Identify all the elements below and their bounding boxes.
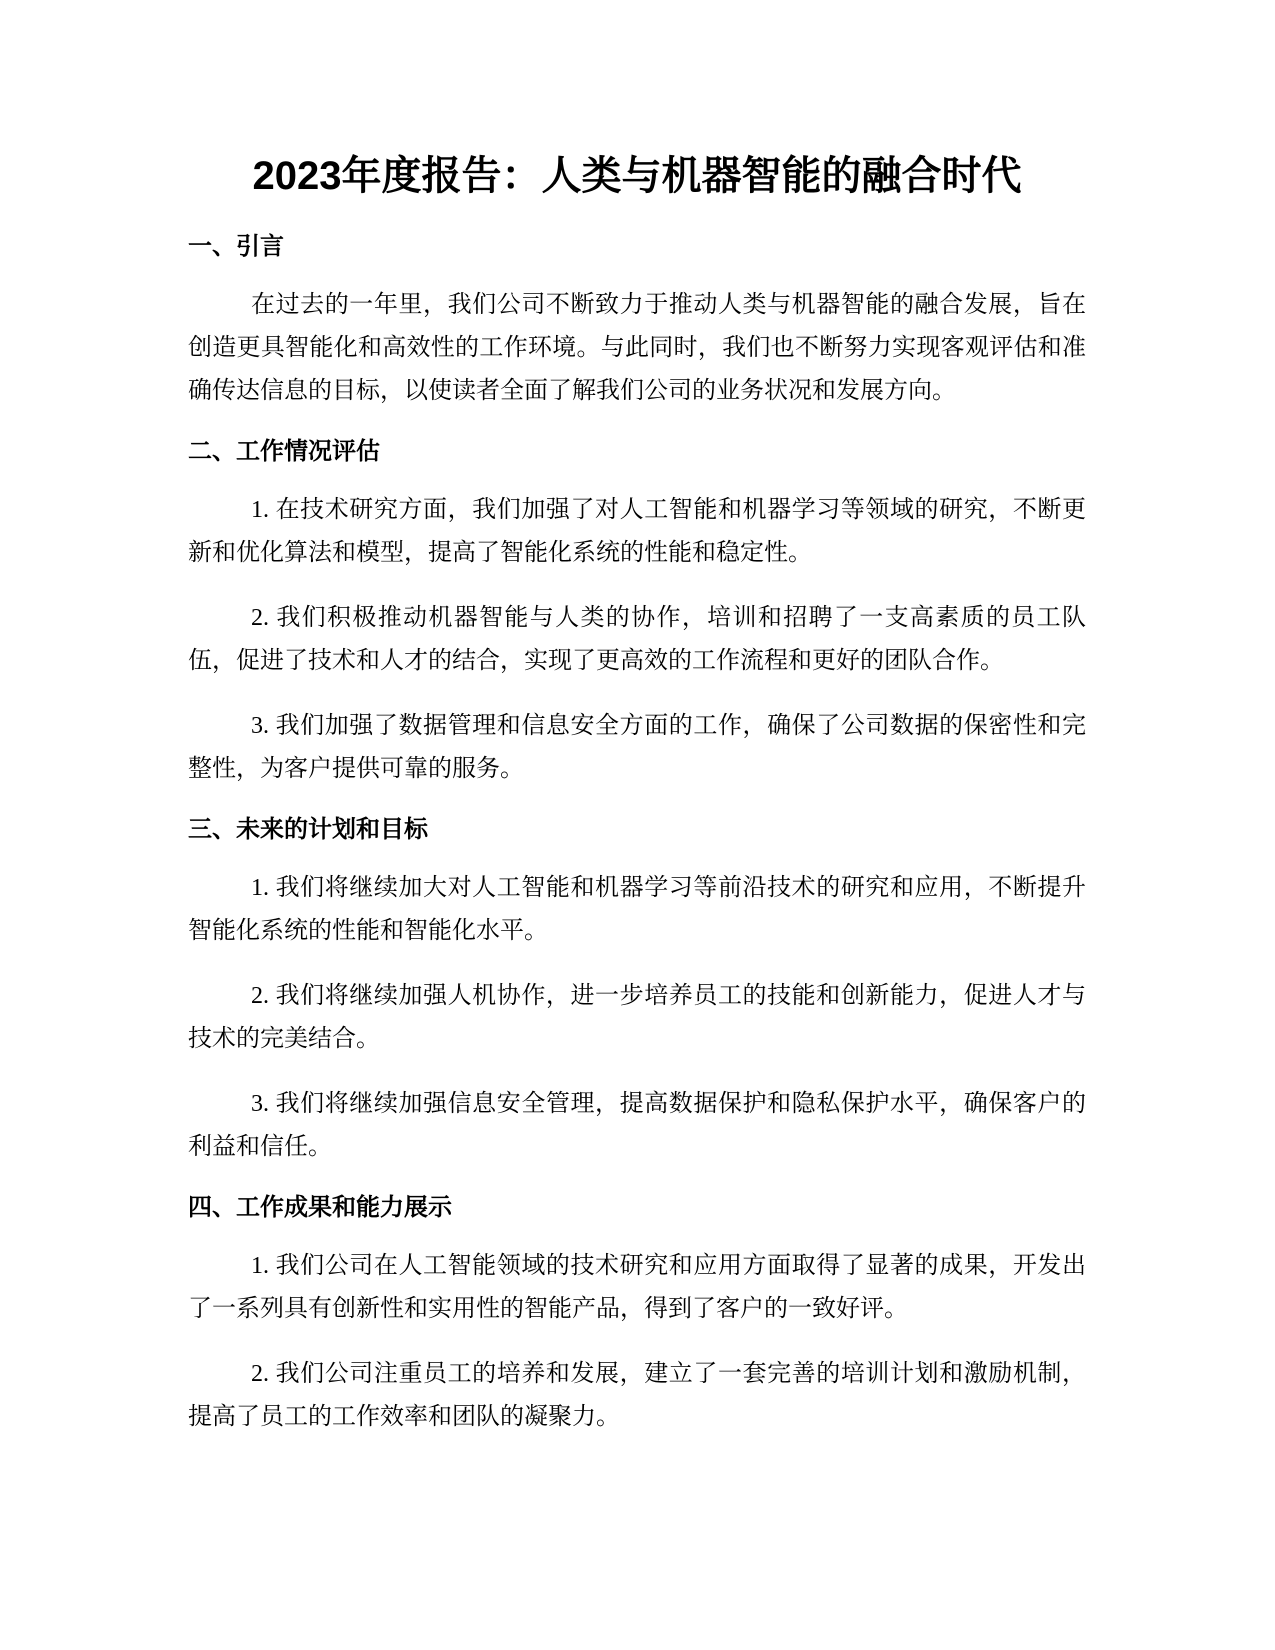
section-heading: 二、工作情况评估 [188, 438, 380, 465]
paragraph: 1. 在技术研究方面，我们加强了对人工智能和机器学习等领域的研究，不断更新和优化算法和模型，提高了智能化系统的性能和稳定性。 [188, 497, 1086, 566]
section-heading: 四、工作成果和能力展示 [188, 1194, 452, 1221]
document-body [188, 148, 1086, 1461]
section-future-plans [188, 813, 1086, 1169]
paragraph: 在过去的一年里，我们公司不断致力于推动人类与机器智能的融合发展，旨在创造更具智能化和高效性的工作环境。与此同时，我们也不断努力实现客观评估和准确传达信息的目标，以使读者全面了解我们公司的业务状况和发展方向。 [188, 292, 1086, 404]
document-title: 2023年度报告：人类与机器智能的融合时代 [252, 154, 1022, 198]
section-introduction [188, 230, 1086, 413]
paragraph: 3. 我们将继续加强信息安全管理，提高数据保护和隐私保护水平，确保客户的利益和信任。 [188, 1091, 1086, 1160]
section-achievements [188, 1191, 1086, 1439]
paragraph: 3. 我们加强了数据管理和信息安全方面的工作，确保了公司数据的保密性和完整性，为客户提供可靠的服务。 [188, 713, 1086, 782]
paragraph: 2. 我们公司注重员工的培养和发展，建立了一套完善的培训计划和激励机制，提高了员工的工作效率和团队的凝聚力。 [188, 1361, 1086, 1430]
section-heading: 三、未来的计划和目标 [188, 816, 428, 843]
paragraph: 2. 我们将继续加强人机协作，进一步培养员工的技能和创新能力，促进人才与技术的完美结合。 [188, 983, 1086, 1052]
section-heading: 一、引言 [188, 233, 284, 260]
paragraph: 1. 我们将继续加大对人工智能和机器学习等前沿技术的研究和应用，不断提升智能化系统的性能和智能化水平。 [188, 875, 1086, 944]
paragraph: 1. 我们公司在人工智能领域的技术研究和应用方面取得了显著的成果，开发出了一系列具有创新性和实用性的智能产品，得到了客户的一致好评。 [188, 1253, 1086, 1322]
paragraph: 2. 我们积极推动机器智能与人类的协作，培训和招聘了一支高素质的员工队伍，促进了技术和人才的结合，实现了更高效的工作流程和更好的团队合作。 [188, 605, 1086, 674]
section-work-assessment [188, 435, 1086, 791]
